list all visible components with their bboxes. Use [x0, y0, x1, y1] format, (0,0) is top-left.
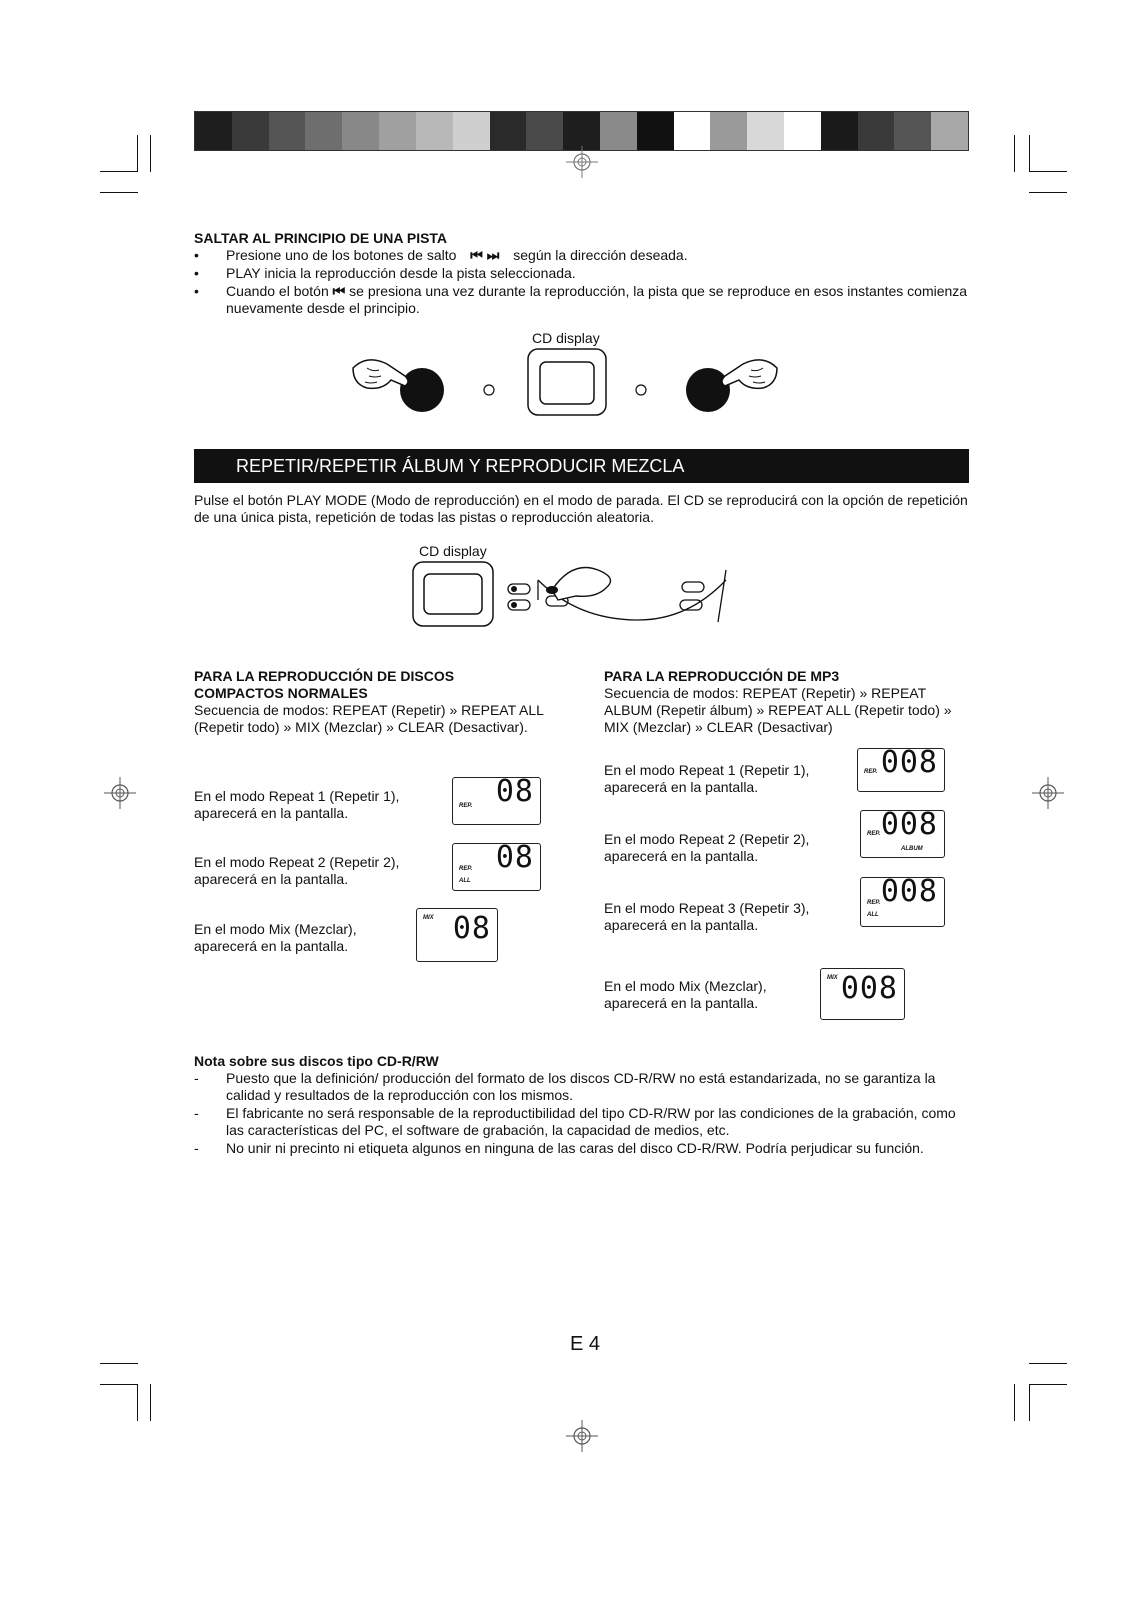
mode-description: En el modo Mix (Mezclar), aparecerá en la pantalla.: [194, 921, 357, 954]
lcd-label: REP.: [867, 900, 881, 906]
indicator-dot: [636, 385, 646, 395]
registration-mark-right: [1030, 775, 1066, 811]
color-swatch: [747, 112, 784, 150]
mode-description: En el modo Repeat 3 (Repetir 3), aparecerá en la pantalla.: [604, 900, 810, 933]
lcd-label: ALL: [459, 878, 471, 884]
lcd-label: MIX: [827, 975, 838, 981]
lcd-digits: 08: [452, 911, 491, 946]
play-mode-illustration: [412, 560, 732, 630]
left-column-heading: COMPACTOS NORMALES: [194, 685, 368, 701]
mode-buttons-icon: [508, 584, 530, 610]
mode-description: En el modo Repeat 1 (Repetir 1), aparecerá en la pantalla.: [194, 788, 400, 821]
lcd-display: [857, 745, 945, 792]
color-swatch: [195, 112, 232, 150]
color-swatch: [490, 112, 527, 150]
color-swatch: [269, 112, 306, 150]
color-swatch: [931, 112, 968, 150]
right-mode-sequence: Secuencia de modos: REPEAT (Repetir) » REPEAT ALBUM (Repetir álbum) » REPEAT ALL (Repetir todo) » MIX (Mezclar) » CLEAR (Desactivar): [604, 685, 952, 735]
bullet-text: PLAY inicia la reproducción desde la pista seleccionada.: [226, 265, 576, 281]
page-number: E 4: [570, 1333, 601, 1355]
lcd-label: REP.: [867, 831, 881, 837]
lcd-digits: 08: [495, 774, 534, 809]
skip-buttons-icon: ⏮ ⏭: [470, 247, 500, 263]
color-swatch: [821, 112, 858, 150]
mode-description: En el modo Repeat 2 (Repetir 2), aparecerá en la pantalla.: [604, 831, 810, 864]
cd-display-label: CD display: [419, 543, 487, 559]
lcd-display: [416, 908, 498, 962]
note-text: Puesto que la definición/ producción del formato de los discos CD-R/RW no está estandarizada, no se garantiza la calidad y resultados de la reproducción con los mismos.: [226, 1070, 936, 1103]
color-swatch: [710, 112, 747, 150]
lcd-digits: 008: [880, 745, 938, 780]
left-column-heading: PARA LA REPRODUCCIÓN DE DISCOS: [194, 668, 455, 684]
color-swatch: [305, 112, 342, 150]
lcd-display: [452, 840, 541, 891]
cd-display-icon: [528, 349, 606, 415]
note-heading: Nota sobre sus discos tipo CD-R/RW: [194, 1053, 439, 1069]
play-mode-intro: Pulse el botón PLAY MODE (Modo de reproducción) en el modo de parada. El CD se reproducirá con la opción de repetición de una única pista, repetición de todas las pistas o reproducción aleatoria.: [194, 492, 968, 525]
registration-mark-left: [102, 775, 138, 811]
bullet-text: según la dirección deseada.: [513, 247, 688, 263]
left-mode-sequence: Secuencia de modos: REPEAT (Repetir) » REPEAT ALL (Repetir todo) » MIX (Mezclar) » CLEAR (Desactivar).: [194, 702, 544, 735]
lcd-label: ALL: [867, 912, 879, 918]
lcd-digits: 008: [880, 807, 938, 842]
hand-pressing-play-mode-icon: [538, 568, 726, 623]
cd-display-icon: [413, 562, 493, 626]
hand-pressing-right-icon: [686, 360, 777, 412]
color-swatch: [416, 112, 453, 150]
color-swatch: [894, 112, 931, 150]
bullet-text: Presione uno de los botones de salto: [226, 247, 457, 263]
section-heading-skip: SALTAR AL PRINCIPIO DE UNA PISTA: [194, 230, 448, 246]
note-text: El fabricante no será responsable de la reproductibilidad del tipo CD-R/RW por las condiciones de la grabación, como las características del PC, el software de grabación, la capacidad de medios, etc.: [226, 1105, 956, 1138]
lcd-label: REP.: [459, 803, 473, 809]
color-swatch: [600, 112, 637, 150]
right-column-heading: PARA LA REPRODUCCIÓN DE MP3: [604, 668, 840, 684]
color-swatch: [526, 112, 563, 150]
color-swatch: [232, 112, 269, 150]
lcd-label: REP.: [459, 866, 473, 872]
lcd-display: [820, 968, 905, 1020]
lcd-display: [860, 807, 945, 858]
lcd-label: MIX: [423, 915, 434, 921]
color-swatch: [674, 112, 711, 150]
cd-display-label: CD display: [532, 330, 600, 346]
skip-buttons-illustration: [345, 348, 785, 428]
hand-pressing-left-icon: [353, 360, 444, 412]
section-banner: REPETIR/REPETIR ÁLBUM Y REPRODUCIR MEZCLA: [194, 449, 969, 483]
bullet-text: se presiona una vez durante la reproducción, la pista que se reproduce en esos instantes comienza nuevamente desde el principio.: [226, 283, 968, 316]
color-swatch: [342, 112, 379, 150]
color-swatch: [637, 112, 674, 150]
mode-description: En el modo Repeat 2 (Repetir 2), aparecerá en la pantalla.: [194, 854, 400, 887]
lcd-display: [860, 874, 945, 927]
mode-description: En el modo Mix (Mezclar), aparecerá en la pantalla.: [604, 978, 767, 1011]
indicator-dot: [484, 385, 494, 395]
color-swatch: [784, 112, 821, 150]
skip-back-icon: ⏮: [332, 283, 346, 299]
lcd-digits: 008: [880, 874, 938, 909]
color-swatch: [379, 112, 416, 150]
lcd-label: ALBUM: [901, 846, 923, 852]
mode-description: En el modo Repeat 1 (Repetir 1), aparecerá en la pantalla.: [604, 762, 810, 795]
registration-mark-bottom: [564, 1418, 600, 1454]
color-swatch: [858, 112, 895, 150]
lcd-label: REP.: [864, 769, 878, 775]
note-text: No unir ni precinto ni etiqueta algunos en ninguna de las caras del disco CD-R/RW. Podría perjudicar su función.: [226, 1140, 924, 1156]
bullet-text: Cuando el botón: [226, 283, 329, 299]
lcd-digits: 008: [840, 971, 898, 1006]
color-swatch: [453, 112, 490, 150]
lcd-display: [452, 774, 541, 825]
registration-mark-top: [564, 144, 600, 180]
lcd-digits: 08: [495, 840, 534, 875]
